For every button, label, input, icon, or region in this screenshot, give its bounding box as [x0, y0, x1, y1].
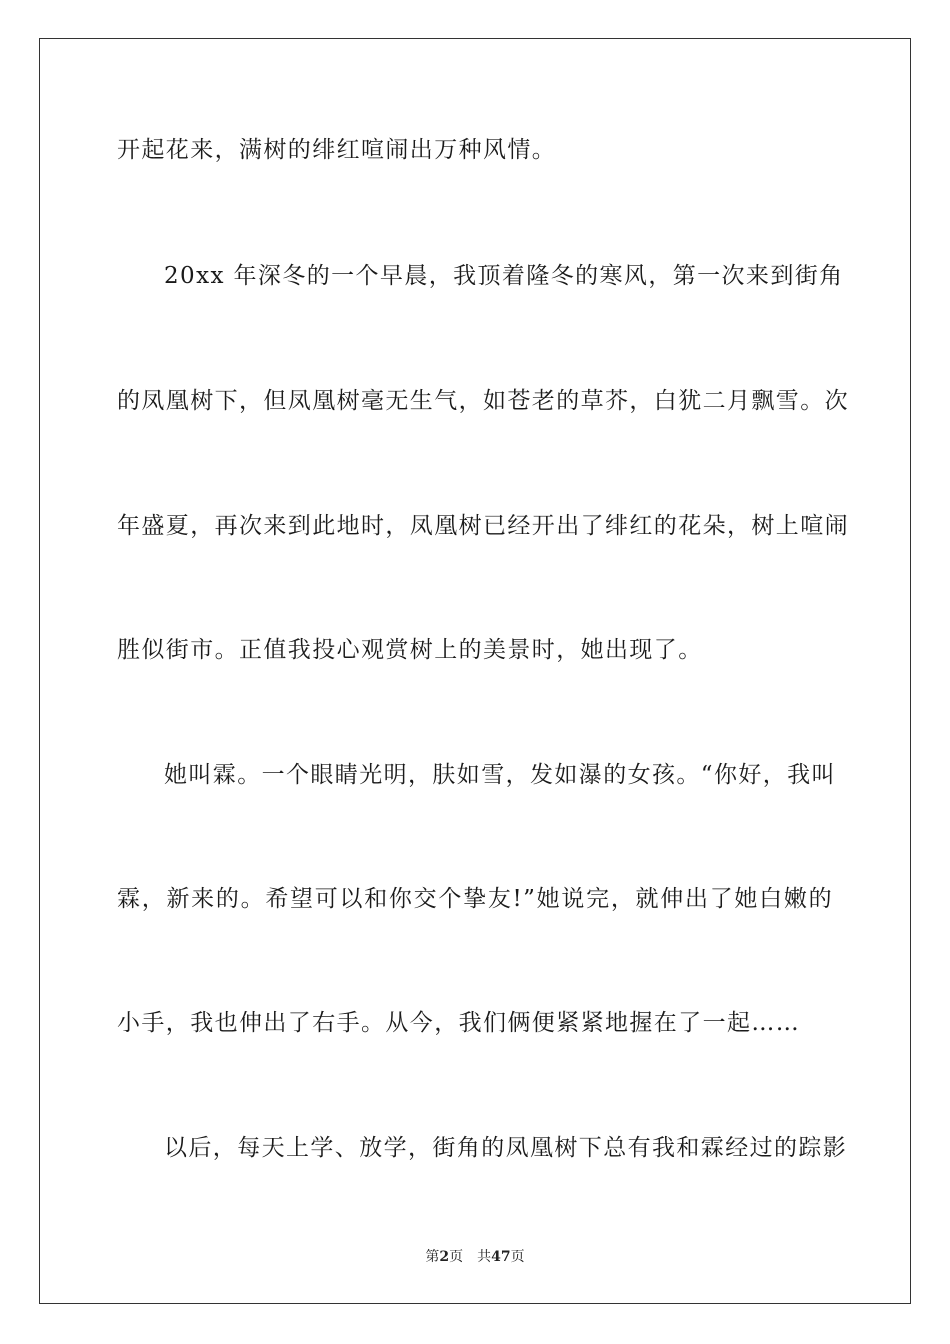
text-line: 胜似街市。正值我投心观赏树上的美景时，她出现了。 [117, 637, 703, 663]
page-number: 2 [439, 1249, 450, 1265]
text-line: 小手，我也伸出了右手。从今，我们俩便紧紧地握在了一起…… [117, 1010, 801, 1036]
total-label-prefix: 共 [477, 1249, 492, 1265]
text-line: 年盛夏，再次来到此地时，凤凰树已经开出了绯红的花朵，树上喧闹 [117, 513, 849, 539]
page-footer [0, 1248, 950, 1266]
page-frame [39, 38, 911, 1304]
text-line: 的凤凰树下，但凤凰树毫无生气，如苍老的草芥，白犹二月飘雪。次 [117, 388, 849, 414]
text-line: 她叫霖。一个眼睛光明，肤如雪，发如瀑的女孩。“你好，我叫 [164, 762, 836, 788]
text-line: 开起花来，满树的绯红喧闹出万种风情。 [117, 137, 557, 163]
text-line: 霖，新来的。希望可以和你交个挚友!”她说完，就伸出了她白嫩的 [117, 886, 833, 912]
total-label-suffix: 页 [510, 1249, 525, 1265]
total-pages: 47 [491, 1249, 511, 1265]
page-label-suffix: 页 [449, 1249, 464, 1265]
page-label-prefix: 第 [425, 1249, 440, 1265]
text-line: 以后，每天上学、放学，街角的凤凰树下总有我和霖经过的踪影 [164, 1135, 848, 1161]
text-line: 20xx 年深冬的一个早晨，我顶着隆冬的寒风，第一次来到街角 [164, 263, 844, 289]
